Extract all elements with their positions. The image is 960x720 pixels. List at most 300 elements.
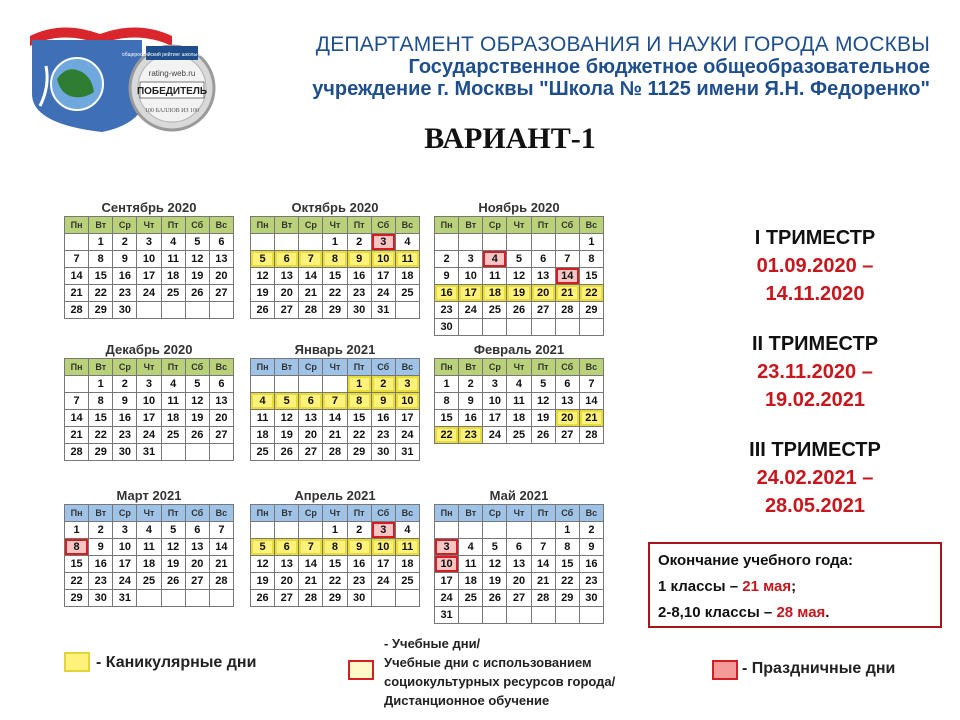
empty-cell: [162, 444, 186, 461]
day-cell: 8: [89, 393, 113, 410]
day-cell: 28: [299, 590, 323, 607]
weekday-header: Пт: [532, 505, 556, 522]
empty-cell: [532, 319, 556, 336]
empty-cell: [507, 522, 531, 539]
empty-cell: [186, 444, 210, 461]
day-cell: 3: [137, 234, 161, 251]
trimester-1-title: I ТРИМЕСТР: [754, 227, 876, 249]
month-title: Май 2021: [489, 488, 549, 503]
day-cell: 2: [113, 234, 137, 251]
weekday-header: Вт: [89, 505, 113, 522]
weekday-header: Ср: [113, 217, 137, 234]
day-cell: 28: [210, 573, 234, 590]
day-cell: 25: [396, 573, 420, 590]
empty-cell: [137, 302, 161, 319]
end-of-year-row-1-tail: ;: [791, 578, 797, 595]
weekday-header: Вс: [580, 505, 604, 522]
day-cell: 25: [137, 573, 161, 590]
empty-cell: [186, 590, 210, 607]
day-cell: 10: [137, 393, 161, 410]
empty-cell: [435, 522, 459, 539]
day-cell: 16: [459, 410, 483, 427]
trimester-2-end: 19.02.2021: [764, 389, 866, 411]
empty-cell: [483, 522, 507, 539]
weekday-header: Чт: [323, 359, 347, 376]
school-title-line2: учреждение г. Москвы "Школа № 1125 имени Я.Н. Федоренко": [312, 78, 930, 100]
day-cell: 12: [251, 556, 275, 573]
day-cell: 23: [459, 427, 483, 444]
day-cell: 11: [507, 393, 531, 410]
month-grid: [434, 216, 604, 336]
day-cell: 30: [435, 319, 459, 336]
logo-graphic: [22, 14, 222, 134]
day-cell: 25: [483, 302, 507, 319]
day-cell: 2: [113, 376, 137, 393]
day-cell: 17: [459, 285, 483, 302]
day-cell: 22: [435, 427, 459, 444]
logo-site-text: rating-web.ru: [148, 69, 196, 78]
day-cell: 6: [299, 393, 323, 410]
weekday-header: Вт: [459, 359, 483, 376]
empty-cell: [275, 234, 299, 251]
day-cell: 29: [89, 302, 113, 319]
day-cell: 16: [348, 556, 372, 573]
day-cell: 27: [275, 302, 299, 319]
month-1: [250, 200, 420, 319]
day-cell: 24: [435, 590, 459, 607]
month-grid: [64, 216, 234, 319]
month-title: Ноябрь 2020: [478, 200, 560, 215]
day-cell: 12: [275, 410, 299, 427]
day-cell: 26: [162, 573, 186, 590]
day-cell: 23: [89, 573, 113, 590]
day-cell: 15: [65, 556, 89, 573]
day-cell: 3: [372, 522, 396, 539]
weekday-header: Ср: [299, 217, 323, 234]
day-cell: 15: [556, 556, 580, 573]
month-grid: [250, 216, 420, 319]
day-cell: 17: [113, 556, 137, 573]
day-cell: 14: [556, 268, 580, 285]
day-cell: 1: [65, 522, 89, 539]
day-cell: 12: [162, 539, 186, 556]
weekday-header: Вс: [396, 505, 420, 522]
day-cell: 1: [348, 376, 372, 393]
day-cell: 19: [507, 285, 531, 302]
weekday-header: Ср: [299, 505, 323, 522]
day-cell: 3: [459, 251, 483, 268]
day-cell: 26: [251, 590, 275, 607]
day-cell: 28: [65, 302, 89, 319]
day-cell: 23: [372, 427, 396, 444]
day-cell: 30: [580, 590, 604, 607]
empty-cell: [251, 522, 275, 539]
day-cell: 17: [372, 268, 396, 285]
day-cell: 23: [348, 573, 372, 590]
day-cell: 31: [435, 607, 459, 624]
empty-cell: [162, 590, 186, 607]
weekday-header: Вт: [89, 359, 113, 376]
day-cell: 13: [210, 251, 234, 268]
day-cell: 6: [532, 251, 556, 268]
day-cell: 19: [483, 573, 507, 590]
day-cell: 14: [532, 556, 556, 573]
day-cell: 11: [483, 268, 507, 285]
day-cell: 2: [89, 522, 113, 539]
empty-cell: [65, 376, 89, 393]
empty-cell: [323, 376, 347, 393]
empty-cell: [532, 607, 556, 624]
empty-cell: [459, 234, 483, 251]
day-cell: 3: [372, 234, 396, 251]
day-cell: 9: [372, 393, 396, 410]
day-cell: 23: [113, 427, 137, 444]
day-cell: 8: [580, 251, 604, 268]
empty-cell: [483, 234, 507, 251]
day-cell: 19: [275, 427, 299, 444]
legend-study-line-3: социокультурных ресурсов города/: [384, 674, 616, 689]
day-cell: 20: [275, 285, 299, 302]
weekday-header: Чт: [323, 217, 347, 234]
empty-cell: [251, 234, 275, 251]
day-cell: 20: [507, 573, 531, 590]
day-cell: 29: [556, 590, 580, 607]
weekday-header: Сб: [372, 359, 396, 376]
empty-cell: [251, 376, 275, 393]
day-cell: 19: [186, 410, 210, 427]
weekday-header: Пт: [162, 217, 186, 234]
day-cell: 21: [532, 573, 556, 590]
weekday-header: Сб: [556, 359, 580, 376]
weekday-header: Пн: [65, 359, 89, 376]
month-title: Апрель 2021: [294, 488, 376, 503]
legend-holiday-swatch: [712, 660, 738, 680]
day-cell: 30: [113, 444, 137, 461]
day-cell: 16: [580, 556, 604, 573]
day-cell: 29: [323, 590, 347, 607]
day-cell: 4: [251, 393, 275, 410]
day-cell: 8: [323, 251, 347, 268]
day-cell: 27: [299, 444, 323, 461]
day-cell: 4: [396, 522, 420, 539]
day-cell: 18: [483, 285, 507, 302]
month-grid: [434, 504, 604, 624]
weekday-header: Ср: [113, 505, 137, 522]
day-cell: 24: [113, 573, 137, 590]
day-cell: 9: [113, 393, 137, 410]
day-cell: 10: [396, 393, 420, 410]
day-cell: 10: [459, 268, 483, 285]
empty-cell: [299, 376, 323, 393]
day-cell: 11: [162, 251, 186, 268]
day-cell: 31: [113, 590, 137, 607]
weekday-header: Сб: [186, 217, 210, 234]
trimester-3-title: III ТРИМЕСТР: [749, 439, 881, 461]
weekday-header: Пт: [348, 359, 372, 376]
day-cell: 20: [556, 410, 580, 427]
day-cell: 8: [348, 393, 372, 410]
day-cell: 21: [556, 285, 580, 302]
day-cell: 31: [396, 444, 420, 461]
day-cell: 17: [396, 410, 420, 427]
logo-arc-text: общероссийский рейтинг школьных сайтов: [121, 52, 222, 58]
day-cell: 27: [210, 427, 234, 444]
weekday-header: Вт: [275, 359, 299, 376]
day-cell: 9: [348, 539, 372, 556]
day-cell: 24: [372, 573, 396, 590]
weekday-header: Пт: [162, 505, 186, 522]
day-cell: 22: [348, 427, 372, 444]
day-cell: 1: [580, 234, 604, 251]
legend-study-line-1: - Учебные дни/: [384, 636, 481, 651]
day-cell: 1: [556, 522, 580, 539]
day-cell: 28: [65, 444, 89, 461]
day-cell: 27: [275, 590, 299, 607]
day-cell: 6: [507, 539, 531, 556]
day-cell: 2: [435, 251, 459, 268]
trimester-3: [700, 436, 930, 520]
weekday-header: Пт: [162, 359, 186, 376]
day-cell: 6: [275, 539, 299, 556]
end-of-year-box: [648, 542, 942, 628]
day-cell: 25: [162, 427, 186, 444]
day-cell: 29: [89, 444, 113, 461]
day-cell: 8: [65, 539, 89, 556]
legend-study-swatch: [348, 660, 374, 680]
day-cell: 13: [210, 393, 234, 410]
weekday-header: Вс: [580, 217, 604, 234]
day-cell: 30: [113, 302, 137, 319]
day-cell: 11: [162, 393, 186, 410]
day-cell: 9: [580, 539, 604, 556]
weekday-header: Вс: [210, 359, 234, 376]
empty-cell: [435, 234, 459, 251]
day-cell: 18: [162, 410, 186, 427]
day-cell: 7: [65, 251, 89, 268]
weekday-header: Вс: [396, 359, 420, 376]
day-cell: 5: [532, 376, 556, 393]
month-4: [250, 342, 420, 461]
month-title: Октябрь 2020: [291, 200, 379, 215]
day-cell: 13: [186, 539, 210, 556]
weekday-header: Пт: [348, 217, 372, 234]
month-7: [250, 488, 420, 607]
month-6: [64, 488, 234, 607]
day-cell: 12: [251, 268, 275, 285]
empty-cell: [556, 234, 580, 251]
legend-vacation-swatch: [64, 652, 90, 672]
empty-cell: [210, 590, 234, 607]
day-cell: 10: [137, 251, 161, 268]
day-cell: 19: [162, 556, 186, 573]
weekday-header: Вт: [459, 217, 483, 234]
day-cell: 20: [532, 285, 556, 302]
day-cell: 8: [556, 539, 580, 556]
day-cell: 1: [323, 522, 347, 539]
end-of-year-title: Окончание учебного года:: [658, 552, 853, 569]
day-cell: 29: [65, 590, 89, 607]
day-cell: 7: [299, 539, 323, 556]
variant-title: ВАРИАНТ-1: [424, 122, 596, 155]
day-cell: 14: [299, 556, 323, 573]
day-cell: 6: [210, 376, 234, 393]
header: [312, 34, 930, 100]
day-cell: 5: [507, 251, 531, 268]
day-cell: 15: [89, 410, 113, 427]
month-title: Сентябрь 2020: [101, 200, 197, 215]
day-cell: 14: [65, 268, 89, 285]
day-cell: 14: [323, 410, 347, 427]
weekday-header: Пн: [251, 217, 275, 234]
day-cell: 16: [435, 285, 459, 302]
day-cell: 24: [137, 427, 161, 444]
empty-cell: [210, 302, 234, 319]
day-cell: 22: [89, 427, 113, 444]
day-cell: 25: [507, 427, 531, 444]
day-cell: 22: [65, 573, 89, 590]
day-cell: 4: [396, 234, 420, 251]
weekday-header: Чт: [507, 505, 531, 522]
day-cell: 9: [435, 268, 459, 285]
empty-cell: [483, 319, 507, 336]
day-cell: 6: [210, 234, 234, 251]
day-cell: 2: [348, 522, 372, 539]
empty-cell: [507, 319, 531, 336]
day-cell: 16: [348, 268, 372, 285]
day-cell: 13: [532, 268, 556, 285]
legend-holiday-label: - Праздничные дни: [742, 660, 896, 677]
weekday-header: Чт: [507, 359, 531, 376]
month-title: Февраль 2021: [473, 342, 565, 357]
day-cell: 7: [532, 539, 556, 556]
empty-cell: [580, 319, 604, 336]
day-cell: 20: [210, 410, 234, 427]
legend-study-line-2: Учебные дни с использованием: [384, 655, 592, 670]
day-cell: 19: [186, 268, 210, 285]
weekday-header: Пт: [532, 359, 556, 376]
day-cell: 13: [275, 556, 299, 573]
weekday-header: Вс: [210, 505, 234, 522]
logo-badge-text: ПОБЕДИТЕЛЬ: [136, 86, 208, 97]
day-cell: 5: [186, 234, 210, 251]
trimester-1-start: 01.09.2020 –: [756, 255, 874, 277]
day-cell: 4: [483, 251, 507, 268]
day-cell: 19: [532, 410, 556, 427]
empty-cell: [372, 590, 396, 607]
day-cell: 17: [372, 556, 396, 573]
end-of-year-row-1-value: 21 мая: [742, 578, 792, 595]
day-cell: 15: [348, 410, 372, 427]
day-cell: 11: [251, 410, 275, 427]
day-cell: 8: [435, 393, 459, 410]
day-cell: 5: [162, 522, 186, 539]
day-cell: 10: [483, 393, 507, 410]
day-cell: 21: [323, 427, 347, 444]
day-cell: 15: [435, 410, 459, 427]
day-cell: 24: [459, 302, 483, 319]
weekday-header: Вт: [459, 505, 483, 522]
day-cell: 18: [459, 573, 483, 590]
day-cell: 31: [372, 302, 396, 319]
day-cell: 26: [186, 285, 210, 302]
legend-vacation-label: - Каникулярные дни: [96, 654, 257, 671]
day-cell: 4: [507, 376, 531, 393]
day-cell: 25: [162, 285, 186, 302]
day-cell: 5: [483, 539, 507, 556]
day-cell: 28: [299, 302, 323, 319]
weekday-header: Пн: [435, 359, 459, 376]
legend-study: [384, 634, 615, 710]
day-cell: 4: [459, 539, 483, 556]
weekday-header: Сб: [372, 505, 396, 522]
weekday-header: Сб: [186, 359, 210, 376]
day-cell: 12: [186, 393, 210, 410]
day-cell: 13: [556, 393, 580, 410]
day-cell: 3: [396, 376, 420, 393]
empty-cell: [507, 607, 531, 624]
day-cell: 16: [372, 410, 396, 427]
day-cell: 10: [372, 251, 396, 268]
day-cell: 22: [580, 285, 604, 302]
weekday-header: Пн: [65, 505, 89, 522]
day-cell: 25: [251, 444, 275, 461]
day-cell: 21: [65, 427, 89, 444]
day-cell: 7: [299, 251, 323, 268]
day-cell: 21: [65, 285, 89, 302]
day-cell: 23: [348, 285, 372, 302]
day-cell: 19: [251, 285, 275, 302]
weekday-header: Ср: [483, 505, 507, 522]
day-cell: 19: [251, 573, 275, 590]
day-cell: 2: [580, 522, 604, 539]
day-cell: 25: [396, 285, 420, 302]
day-cell: 26: [507, 302, 531, 319]
day-cell: 29: [323, 302, 347, 319]
day-cell: 1: [89, 376, 113, 393]
day-cell: 7: [65, 393, 89, 410]
weekday-header: Сб: [372, 217, 396, 234]
day-cell: 5: [251, 539, 275, 556]
empty-cell: [396, 590, 420, 607]
empty-cell: [507, 234, 531, 251]
day-cell: 31: [137, 444, 161, 461]
day-cell: 1: [89, 234, 113, 251]
day-cell: 29: [580, 302, 604, 319]
day-cell: 17: [483, 410, 507, 427]
day-cell: 26: [275, 444, 299, 461]
weekday-header: Пн: [435, 505, 459, 522]
trimester-2-title: II ТРИМЕСТР: [751, 333, 879, 355]
empty-cell: [396, 302, 420, 319]
day-cell: 27: [210, 285, 234, 302]
day-cell: 6: [556, 376, 580, 393]
day-cell: 1: [323, 234, 347, 251]
day-cell: 18: [396, 556, 420, 573]
day-cell: 9: [459, 393, 483, 410]
empty-cell: [556, 319, 580, 336]
weekday-header: Вс: [580, 359, 604, 376]
empty-cell: [532, 234, 556, 251]
department-title: ДЕПАРТАМЕНТ ОБРАЗОВАНИЯ И НАУКИ ГОРОДА МОСКВЫ: [315, 33, 930, 56]
day-cell: 3: [113, 522, 137, 539]
day-cell: 28: [532, 590, 556, 607]
weekday-header: Чт: [137, 505, 161, 522]
day-cell: 16: [113, 410, 137, 427]
month-grid: [64, 358, 234, 461]
day-cell: 14: [65, 410, 89, 427]
day-cell: 9: [89, 539, 113, 556]
day-cell: 18: [162, 268, 186, 285]
